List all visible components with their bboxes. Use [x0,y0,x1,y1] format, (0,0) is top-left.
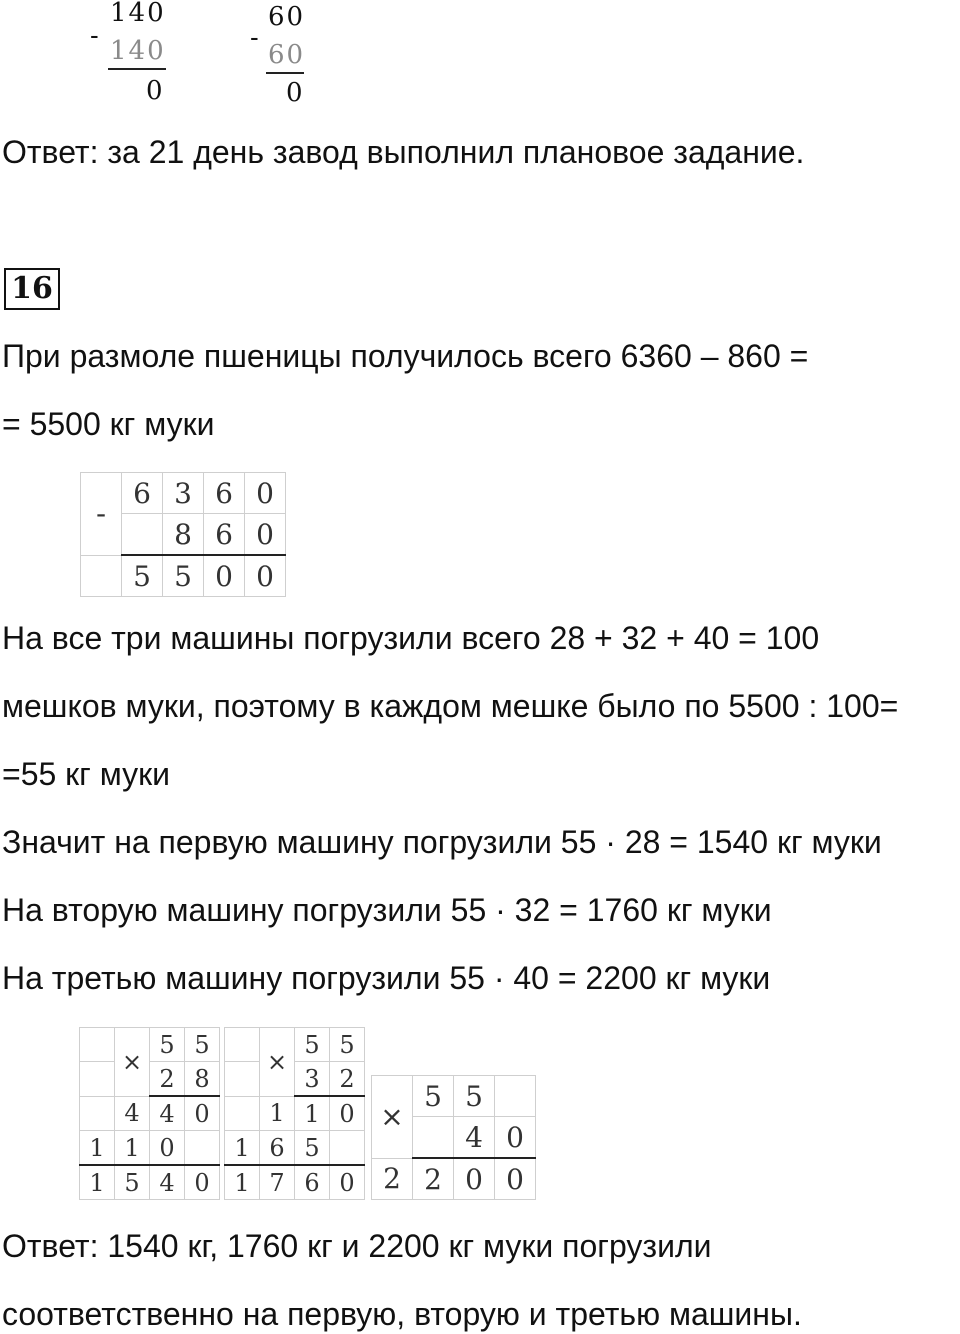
table-cell [330,1131,365,1166]
table-cell: - [81,473,122,556]
table-cell: 3 [163,473,204,514]
table-cell: 5 [185,1028,220,1062]
table-cell [225,1096,260,1131]
division-2-dividend: 60 [268,2,306,32]
table-cell: 4 [150,1096,185,1131]
table-cell: 4 [115,1096,150,1131]
table-cell: 1 [80,1165,115,1200]
division-1-subtrahend: 140 [110,36,166,66]
table-cell: 0 [150,1131,185,1166]
multiplication-table-3 [371,1075,536,1200]
table-cell: 0 [245,473,286,514]
table-cell: 8 [163,514,204,556]
table-cell: × [115,1028,150,1097]
table-cell: 0 [245,514,286,556]
table-cell: 0 [495,1158,536,1200]
division-1-minus: - [90,20,99,50]
table-cell: 7 [260,1165,295,1200]
multiplication-table-2 [224,1027,365,1200]
text-line: мешков муки, поэтому в каждом мешке было по 5500 : 100= [2,688,899,724]
table-cell: 1 [225,1131,260,1166]
division-1-remainder: 0 [146,76,165,106]
table-cell: 4 [150,1165,185,1200]
table-cell [225,1062,260,1097]
table-cell: 1 [295,1096,330,1131]
table-cell [185,1131,220,1166]
table-cell: 0 [330,1165,365,1200]
table-cell: 6 [204,473,245,514]
table-cell: 5 [295,1131,330,1166]
table-cell: 1 [260,1096,295,1131]
table-cell: 0 [454,1158,495,1200]
division-2-subtrahend: 60 [268,40,306,70]
table-cell: 1 [80,1131,115,1166]
subtraction-table [80,472,286,597]
text-line: =55 кг муки [2,756,170,792]
table-cell [122,514,163,556]
table-cell: 2 [372,1158,413,1200]
table-cell: 2 [330,1062,365,1097]
division-1-dividend: 140 [110,0,166,28]
table-cell: × [260,1028,295,1097]
text-line: На все три машины погрузили всего 28 + 32 + 40 = 100 [2,620,820,656]
table-cell: 0 [204,555,245,597]
table-cell: 0 [245,555,286,597]
text-line: На третью машину погрузили 55 · 40 = 2200 кг муки [2,960,771,996]
text-line: На вторую машину погрузили 55 · 32 = 1760 кг муки [2,892,772,928]
table-cell: 5 [122,555,163,597]
table-cell: 5 [330,1028,365,1062]
table-cell [413,1117,454,1159]
table-cell: 6 [260,1131,295,1166]
table-cell: 0 [330,1096,365,1131]
table-cell: 5 [295,1028,330,1062]
answer-line: соответственно на первую, вторую и третью машины. [2,1296,802,1332]
table-cell: × [372,1076,413,1159]
table-cell: 5 [163,555,204,597]
task-number: 16 [4,268,60,310]
table-cell: 5 [413,1076,454,1117]
table-cell: 5 [454,1076,495,1117]
division-2-rule [266,72,304,74]
table-cell: 0 [185,1096,220,1131]
table-cell [80,1028,115,1062]
text-line: При размоле пшеницы получилось всего 6360 – 860 = [2,338,809,374]
table-cell [81,555,122,597]
table-cell: 6 [204,514,245,556]
table-cell: 0 [495,1117,536,1159]
division-2-minus: - [250,22,259,52]
table-cell [495,1076,536,1117]
previous-answer: Ответ: за 21 день завод выполнил плановое задание. [2,134,805,170]
table-cell: 8 [185,1062,220,1097]
table-cell: 5 [115,1165,150,1200]
table-cell: 0 [185,1165,220,1200]
table-cell: 6 [122,473,163,514]
multiplication-table-1 [79,1027,220,1200]
table-cell: 1 [115,1131,150,1166]
division-2-remainder: 0 [286,78,305,108]
table-cell [225,1028,260,1062]
table-cell: 2 [413,1158,454,1200]
table-cell [80,1062,115,1097]
table-cell: 4 [454,1117,495,1159]
table-cell: 6 [295,1165,330,1200]
table-cell: 1 [225,1165,260,1200]
answer-line: Ответ: 1540 кг, 1760 кг и 2200 кг муки погрузили [2,1228,712,1264]
table-cell: 5 [150,1028,185,1062]
text-line: Значит на первую машину погрузили 55 · 28 = 1540 кг муки [2,824,882,860]
table-cell: 3 [295,1062,330,1097]
table-cell: 2 [150,1062,185,1097]
table-cell [80,1096,115,1131]
text-line: = 5500 кг муки [2,406,215,442]
division-1-rule [108,68,166,70]
